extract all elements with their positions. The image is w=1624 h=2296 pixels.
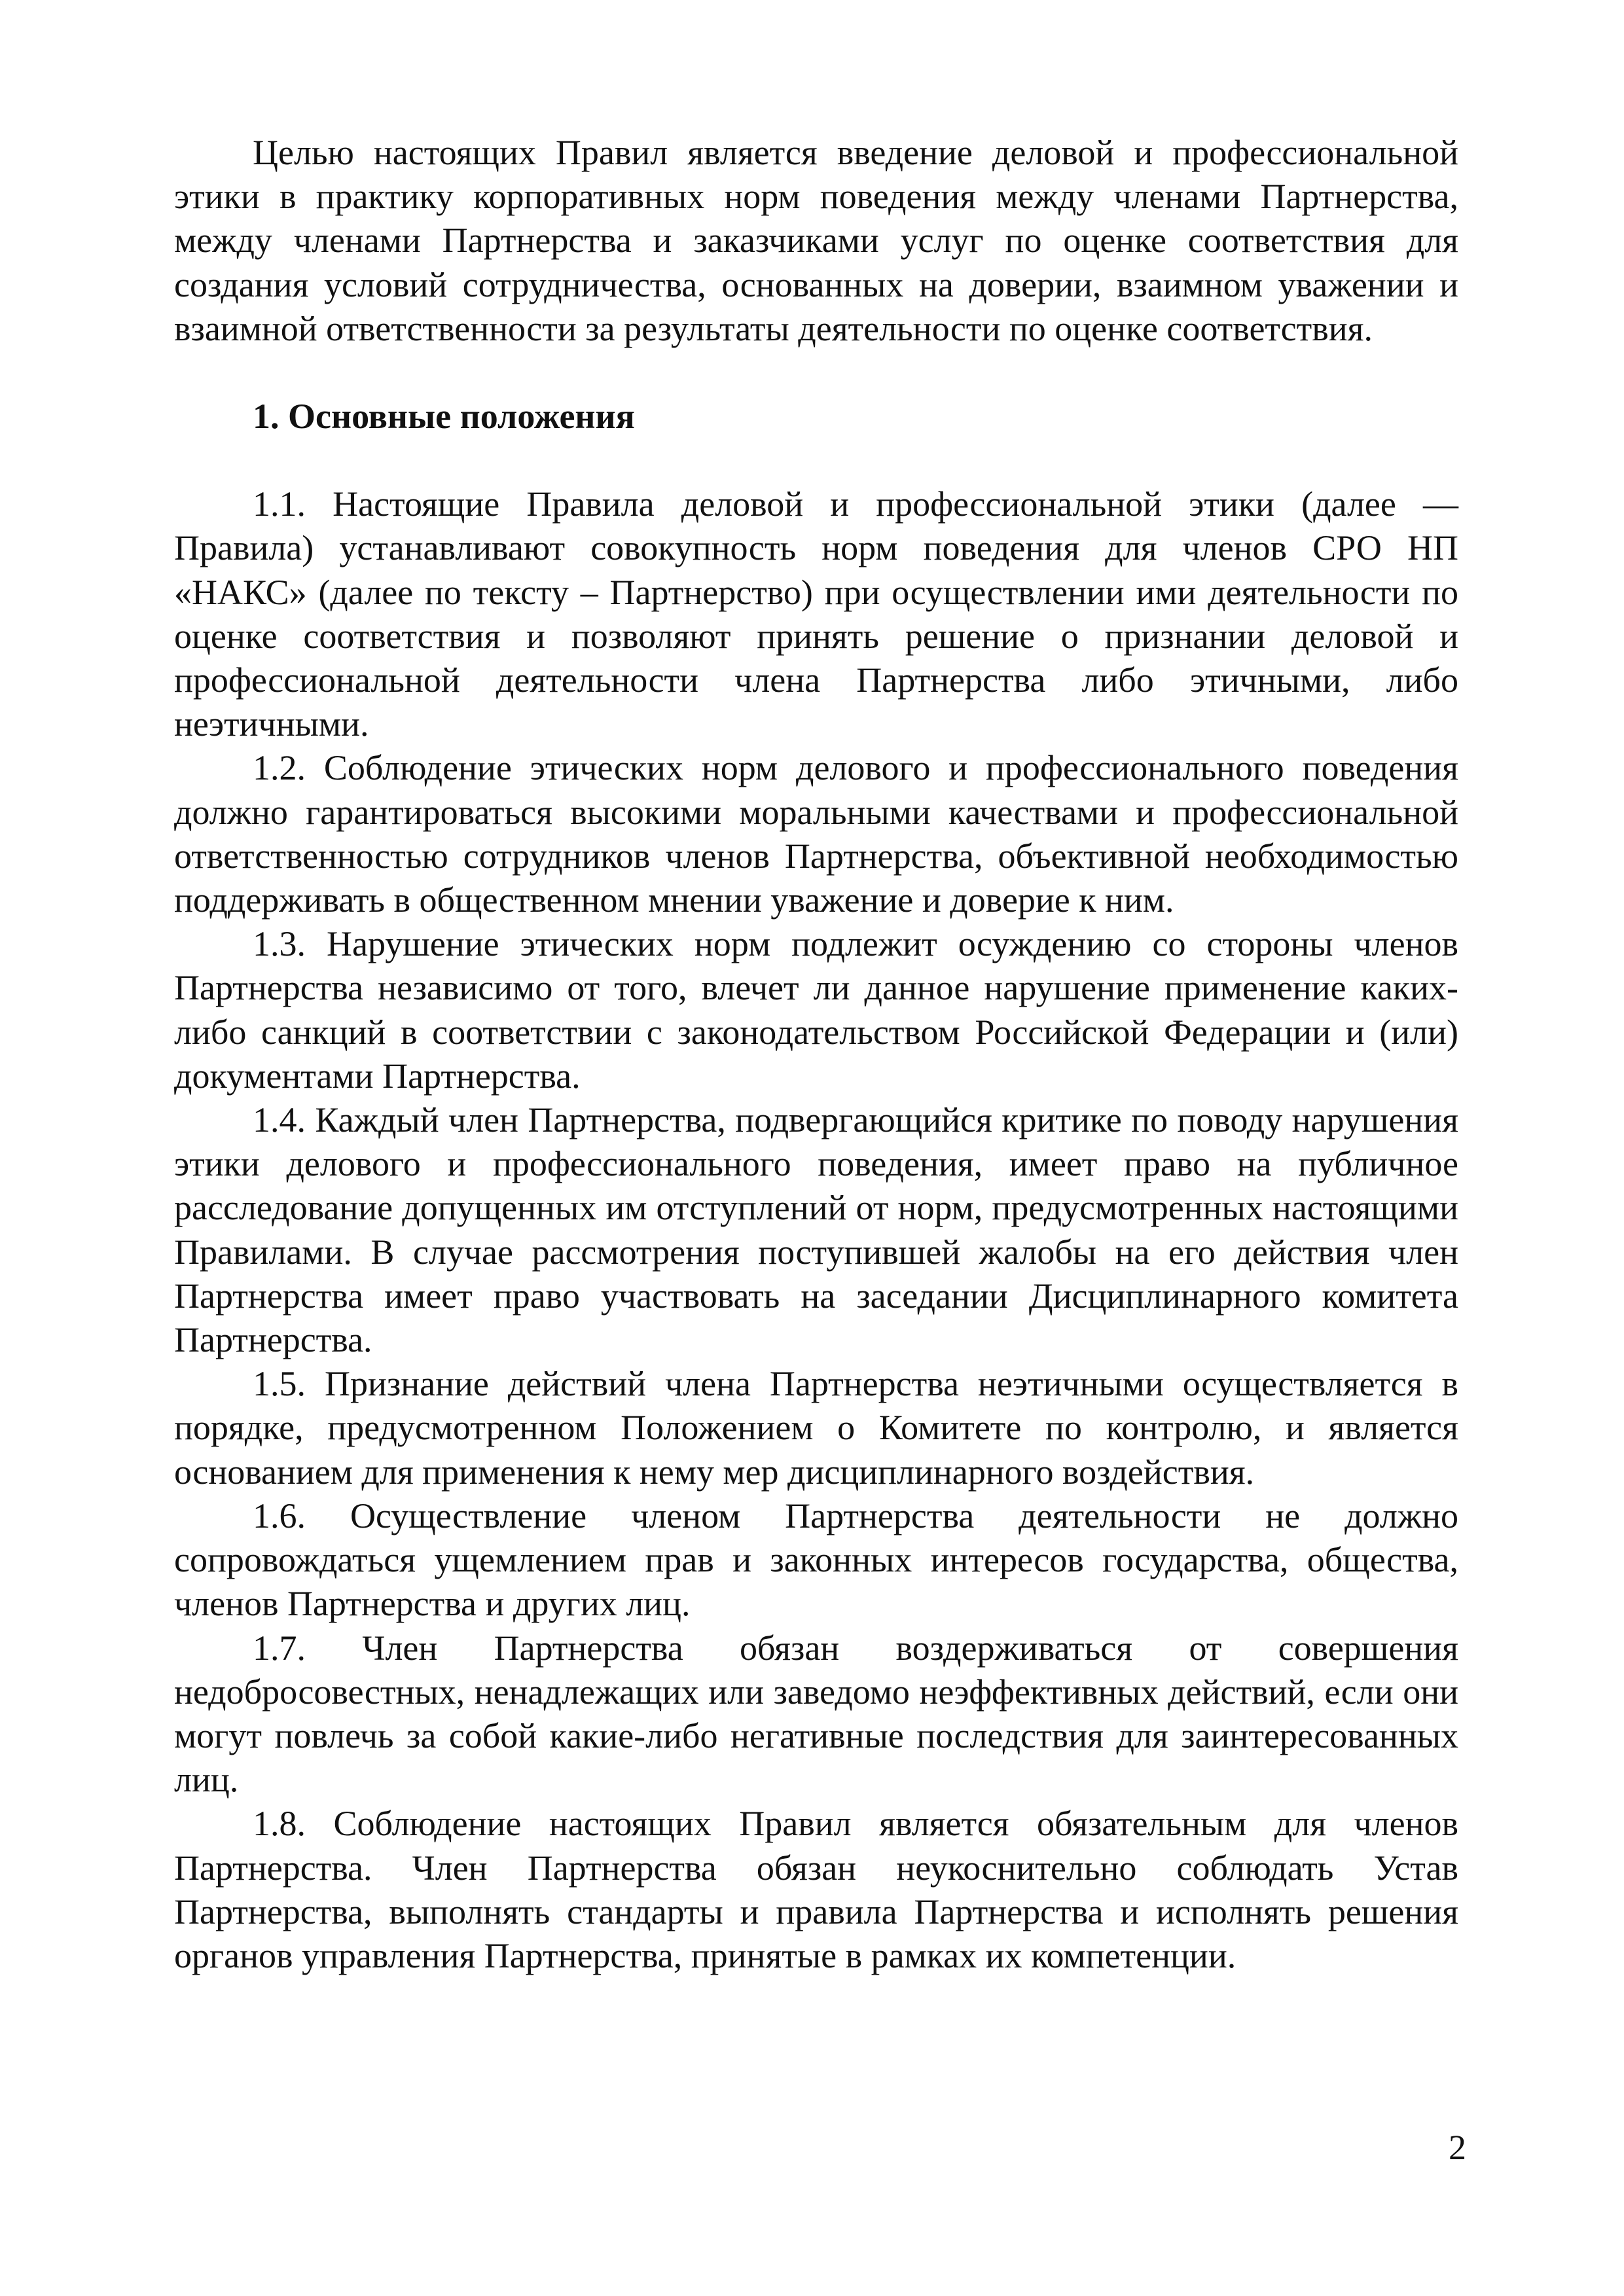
intro-paragraph: Целью настоящих Правил является введение деловой и профессиональной этики в практику корпоративных норм поведения между членами Партнерства, между членами Партнерства и заказчиками услуг по оценке соответствия для создания условий сотрудничества, основанных на доверии, взаимном уважении и взаимной ответственности за результаты деятельности по оценке соответствия.	[174, 133, 1458, 348]
clause-1-8: 1.8. Соблюдение настоящих Правил является обязательным для членов Партнерства. Член Партнерства обязан неукоснительно соблюдать Устав Партнерства, выполнять стандарты и правила Партнерства и исполнять решения органов управления Партнерства, принятые в рамках их компетенции.	[174, 1804, 1458, 1975]
clause-1-1: 1.1. Настоящие Правила деловой и профессиональной этики (далее — Правила) устанавливают совокупность норм поведения для членов СРО НП «НАКС» (далее по тексту – Партнерство) при осуществлении ими деятельности по оценке соответствия и позволяют принять решение о признании деловой и профессиональной деятельности члена Партнерства либо этичными, либо неэтичными.	[174, 484, 1458, 744]
clause-1-5: 1.5. Признание действий члена Партнерства неэтичными осуществляется в порядке, предусмотренном Положением о Комитете по контролю, и является основанием для применения к нему мер дисциплинарного воздействия.	[174, 1364, 1458, 1492]
section-heading: 1. Основные положения	[253, 397, 635, 437]
clause-1-2: 1.2. Соблюдение этических норм делового и профессионального поведения должно гарантироваться высокими моральными качествами и профессиональной ответственностью сотрудников членов Партнерства, объективной необходимостью поддерживать в общественном мнении уважение и доверие к ним.	[174, 748, 1458, 920]
clause-1-3: 1.3. Нарушение этических норм подлежит осуждению со стороны членов Партнерства независимо от того, влечет ли данное нарушение применение каких-либо санкций в соответствии с законодательством Российской Федерации и (или) документами Партнерства.	[174, 924, 1458, 1096]
clause-1-4: 1.4. Каждый член Партнерства, подвергающийся критике по поводу нарушения этики делового и профессионального поведения, имеет право на публичное расследование допущенных им отступлений от норм, предусмотренных настоящими Правилами. В случае рассмотрения поступившей жалобы на его действия член Партнерства имеет право участвовать на заседании Дисциплинарного комитета Партнерства.	[174, 1100, 1458, 1360]
page-number: 2	[1449, 2128, 1466, 2167]
clause-1-6: 1.6. Осуществление членом Партнерства деятельности не должно сопровождаться ущемлением прав и законных интересов государства, общества, членов Партнерства и других лиц.	[174, 1496, 1458, 1624]
document-body	[174, 131, 1458, 1978]
clause-1-7: 1.7. Член Партнерства обязан воздерживаться от совершения недобросовестных, ненадлежащих или заведомо неэффективных действий, если они могут повлечь за собой какие-либо негативные последствия для заинтересованных лиц.	[174, 1628, 1458, 1800]
